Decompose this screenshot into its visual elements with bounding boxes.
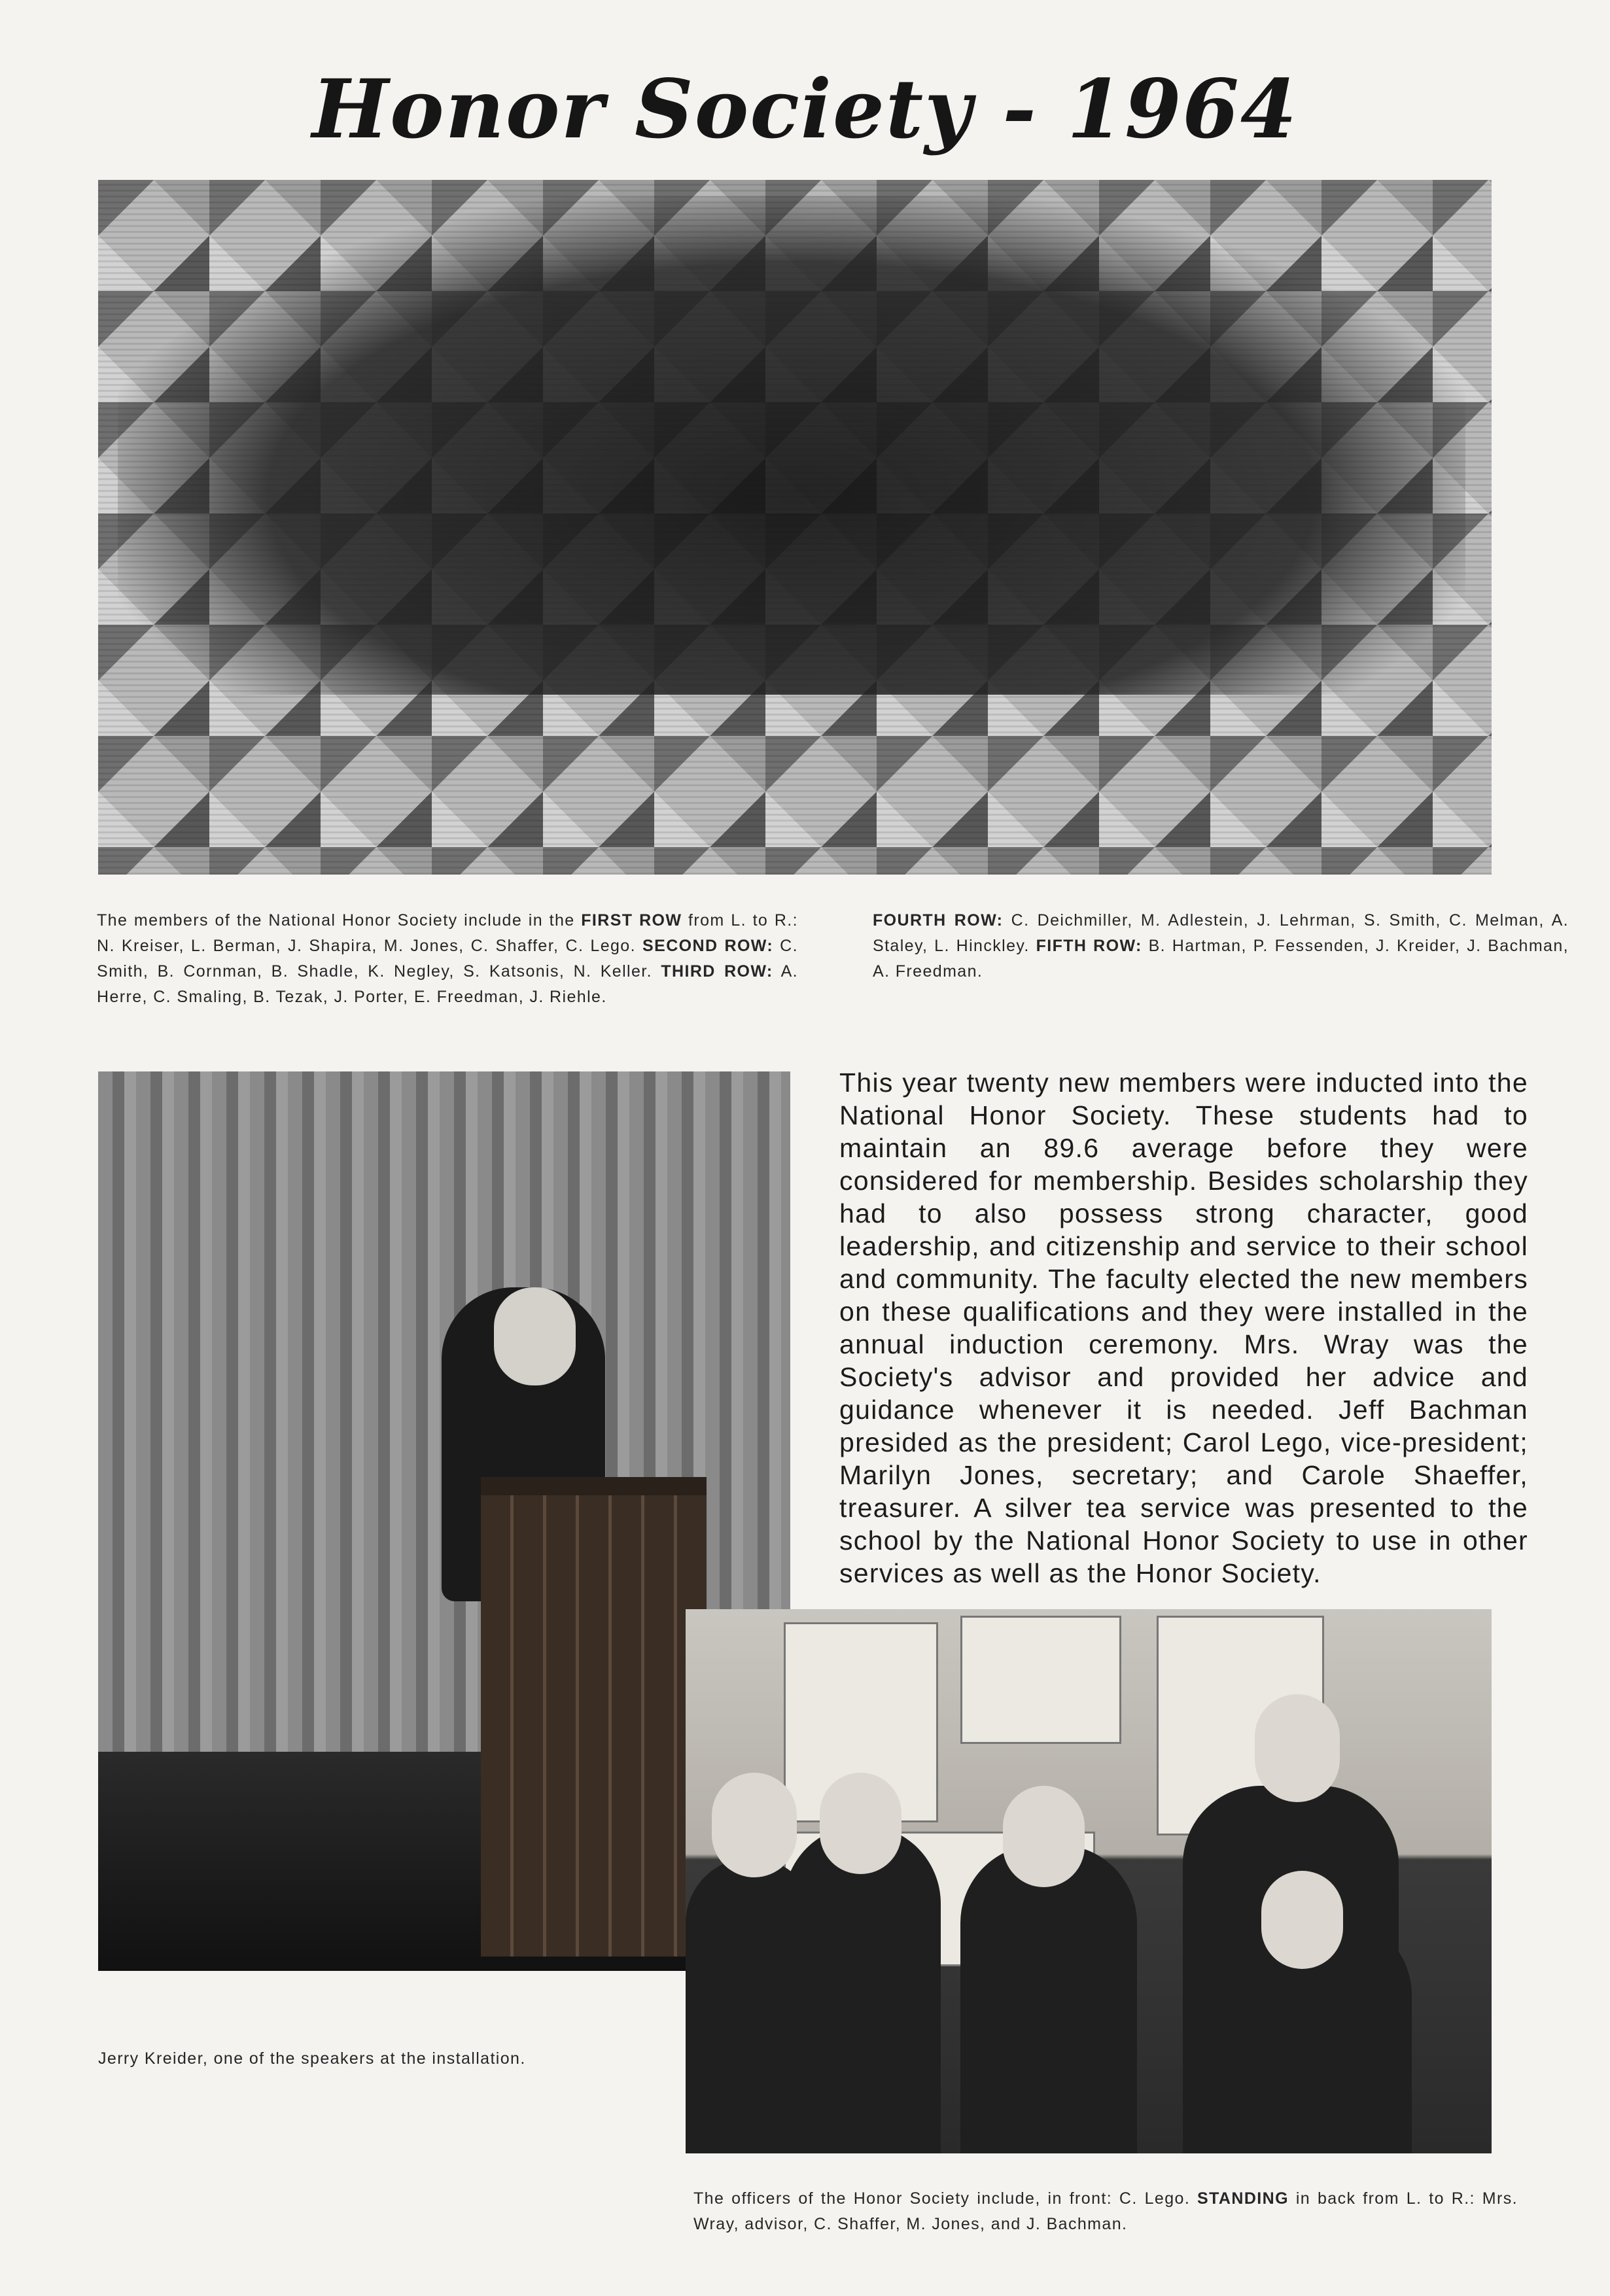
row-names-second: C. Smith, B. Cornman, B. Shadle, K. Negley, S. Katsonis, N. Keller. [97,937,798,981]
officers-photo-person [784,1825,941,2153]
row-label-second: SECOND ROW: [642,937,774,955]
officers-photo-face [1255,1694,1340,1802]
officers-caption-front: The officers of the Honor Society include, in front: C. Lego. [693,2189,1191,2208]
row-names-first: from L. to R.: N. Kreiser, L. Berman, J. Shapira, M. Jones, C. Shaffer, C. Lego. [97,911,798,955]
row-names-third: A. Herre, C. Smaling, B. Tezak, J. Porter, E. Freedman, J. Riehle. [97,962,799,1006]
group-caption-right [873,908,1569,984]
row-label-first: FIRST ROW [581,911,682,930]
row-names-fourth: C. Deichmiller, M. Adlestein, J. Lehrman, S. Smith, C. Melman, A. Staley, L. Hinckley. [873,911,1569,955]
officers-photo-person [960,1845,1137,2153]
officers-photo [686,1609,1492,2153]
group-photo-members [118,196,1465,695]
page-title: Honor Society - 1964 [311,62,1299,157]
row-label-fourth: FOURTH ROW: [873,911,1004,930]
officers-photo-face [1261,1871,1343,1969]
officers-caption-label: STANDING [1197,2189,1289,2208]
speaker-photo-speaker-head [494,1287,576,1385]
officers-photo-face [1003,1786,1085,1887]
officers-caption [693,2186,1518,2237]
row-names-fifth: B. Hartman, P. Fessenden, J. Kreider, J. Bachman, A. Freedman. [873,937,1569,981]
officers-photo-poster [960,1616,1121,1744]
speaker-caption: Jerry Kreider, one of the speakers at the installation. [98,2049,526,2068]
speaker-photo-podium [481,1477,707,1957]
group-caption-intro: The members of the National Honor Society include in the [97,911,575,930]
row-label-third: THIRD ROW: [661,962,773,981]
officers-photo-face [820,1773,901,1874]
officers-photo-face [712,1773,797,1877]
article-text: This year twenty new members were inducted into the National Honor Society. These students had to maintain an 89.6 average before they were considered for membership. Besides scholarship they had to also possess strong character, good leadership, and citizenship and service to their school and community. The faculty elected the new members on these qualifications and they were installed in the annual induction ceremony. Mrs. Wray was the Society's advisor and provided her advice and guidance whenever it is needed. Jeff Bachman presided as the president; Carol Lego, vice-president; Marilyn Jones, secretary; and Carole Shaeffer, treasurer. A silver tea service was presented to the school by the National Honor Society to use in other services as well as the Honor Society. [839,1068,1528,1588]
group-caption-left [97,908,798,1010]
row-label-fifth: FIFTH ROW: [1036,937,1142,955]
officers-caption-rest: in back from L. to R.: Mrs. Wray, advisor, C. Shaffer, M. Jones, and J. Bachman. [693,2189,1518,2233]
